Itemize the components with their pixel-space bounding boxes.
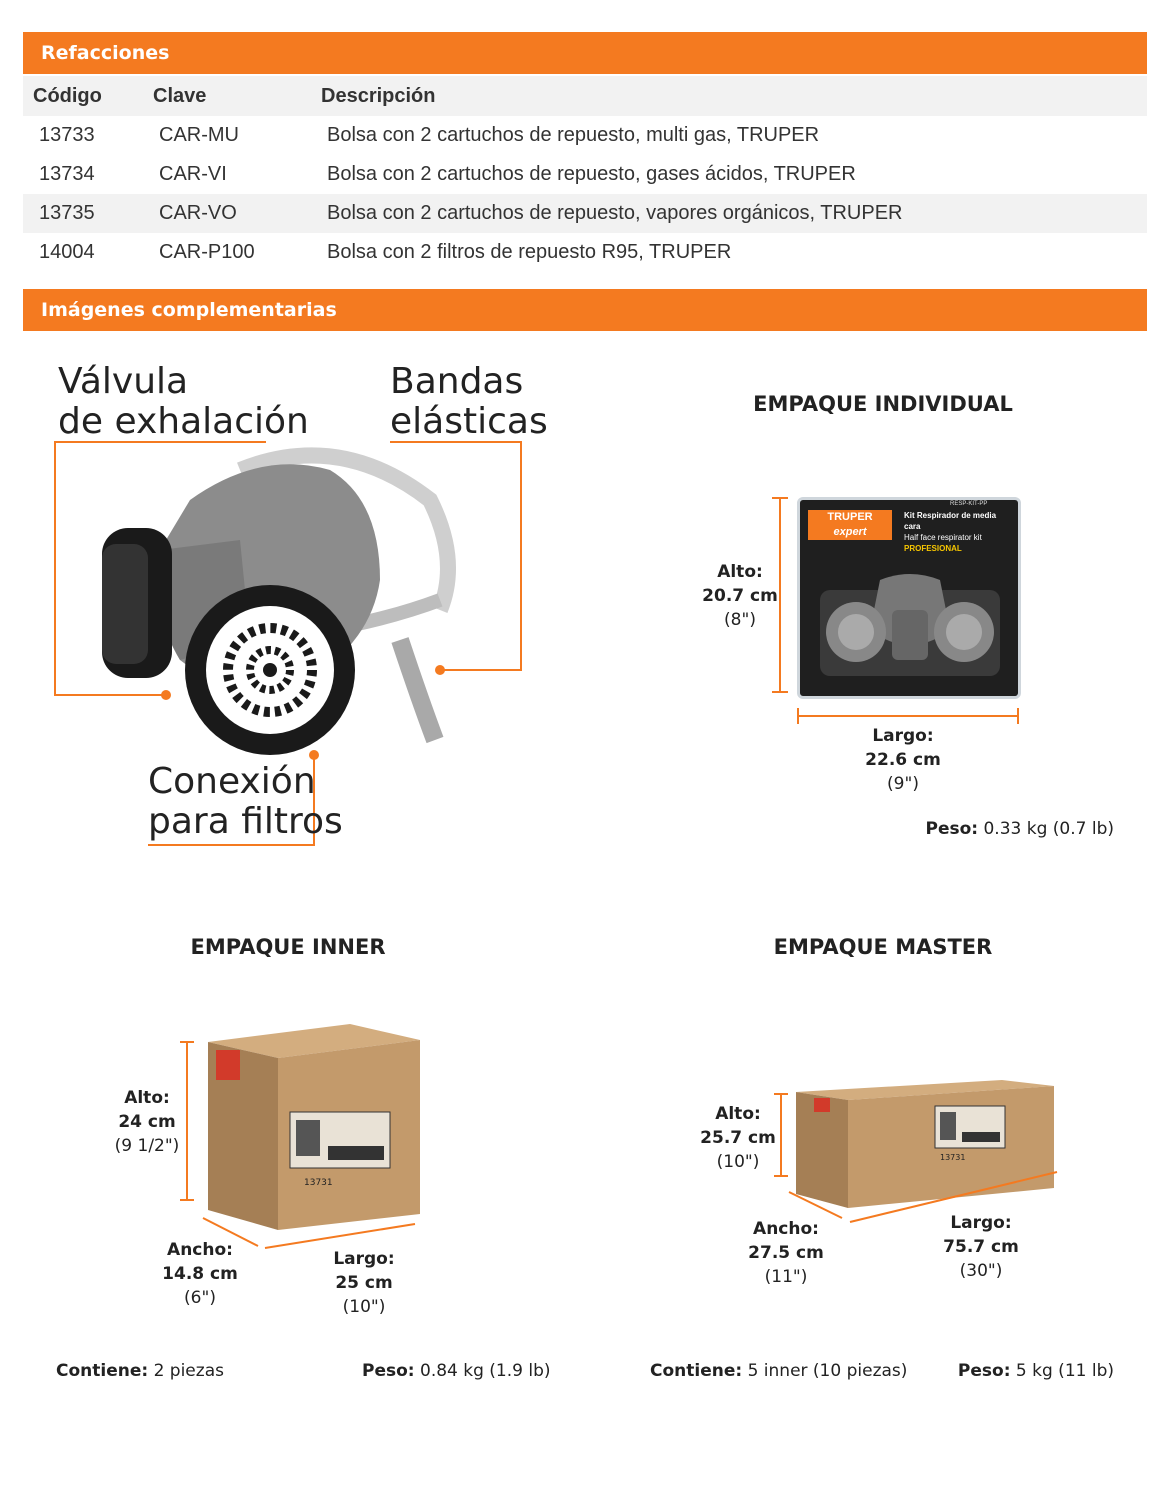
contiene-value: 2 piezas <box>153 1361 224 1381</box>
dim-metric: 14.8 cm <box>162 1264 238 1284</box>
dim-imperial: (10") <box>716 1152 760 1172</box>
cell-clave: CAR-VO <box>143 194 311 233</box>
peso-value: 5 kg (11 lb) <box>1015 1361 1114 1381</box>
dim-label: Largo: <box>872 726 934 746</box>
callout-text: Conexión <box>148 761 316 802</box>
cell-descripcion: Bolsa con 2 cartuchos de repuesto, gases ácidos, TRUPER <box>327 163 856 185</box>
cell-descripcion: Bolsa con 2 filtros de repuesto R95, TRUPER <box>327 241 732 263</box>
callout-text: para filtros <box>148 801 343 842</box>
dim-metric: 75.7 cm <box>943 1237 1019 1257</box>
dim-metric: 27.5 cm <box>748 1243 824 1263</box>
master-alto-label <box>688 1102 788 1174</box>
individual-peso <box>925 819 1114 839</box>
cell-descripcion: Bolsa con 2 cartuchos de repuesto, vapores orgánicos, TRUPER <box>311 194 1147 233</box>
dim-label: Ancho: <box>167 1240 233 1260</box>
dim-label: Alto: <box>715 1104 761 1124</box>
kit-profesional: PROFESIONAL <box>904 544 962 553</box>
section-title: Imágenes complementarias <box>41 299 337 321</box>
dim-metric: 25.7 cm <box>700 1128 776 1148</box>
callout-text: elásticas <box>390 401 548 442</box>
kit-title: Kit Respirador de media cara <box>904 511 997 531</box>
peso-value: 0.84 kg (1.9 lb) <box>420 1361 551 1381</box>
column-header-codigo: Código <box>23 76 143 116</box>
cell-clave: CAR-P100 <box>159 241 255 263</box>
individual-largo-label <box>853 724 953 796</box>
dim-metric: 22.6 cm <box>865 750 941 770</box>
dim-imperial: (9 1/2") <box>114 1136 180 1156</box>
brand-sub-text: expert <box>833 526 867 538</box>
peso-label: Peso: <box>925 819 979 839</box>
callout-text: Válvula <box>58 361 189 402</box>
inner-contiene <box>56 1361 224 1381</box>
column-header-clave: Clave <box>143 76 311 116</box>
master-peso <box>958 1361 1114 1381</box>
dim-imperial: (6") <box>184 1288 216 1308</box>
callout-text: de exhalación <box>58 401 309 442</box>
dim-imperial: (10") <box>342 1297 386 1317</box>
individual-title: EMPAQUE INDIVIDUAL <box>753 392 1013 416</box>
contiene-label: Contiene: <box>650 1361 743 1381</box>
contiene-label: Contiene: <box>56 1361 149 1381</box>
box-code: 13731 <box>304 1178 333 1188</box>
cell-codigo: 13735 <box>23 194 143 233</box>
dim-metric: 25 cm <box>335 1273 393 1293</box>
inner-peso <box>362 1361 551 1381</box>
dimension-line-ancho <box>789 1192 842 1218</box>
dim-imperial: (8") <box>724 610 756 630</box>
package-code: RESP-KIT-PP <box>950 501 988 507</box>
brand-text: TRUPER <box>827 511 873 523</box>
dim-metric: 24 cm <box>118 1112 176 1132</box>
callout-text: Bandas <box>390 361 524 402</box>
dim-label: Largo: <box>333 1249 395 1269</box>
cell-clave: CAR-MU <box>159 124 239 146</box>
dim-imperial: (30") <box>959 1261 1003 1281</box>
cell-codigo: 13733 <box>39 124 95 146</box>
master-ancho-label <box>736 1217 836 1289</box>
peso-value: 0.33 kg (0.7 lb) <box>983 819 1114 839</box>
box-code: 13731 <box>940 1153 966 1162</box>
peso-label: Peso: <box>362 1361 415 1381</box>
dim-imperial: (9") <box>887 774 919 794</box>
master-contiene <box>650 1361 907 1381</box>
inner-title: EMPAQUE INNER <box>190 935 386 959</box>
dim-metric: 20.7 cm <box>702 586 778 606</box>
cell-codigo: 13734 <box>39 163 95 185</box>
master-title: EMPAQUE MASTER <box>773 935 993 959</box>
cell-codigo: 14004 <box>39 241 95 263</box>
dim-label: Alto: <box>124 1088 170 1108</box>
dim-label: Alto: <box>717 562 763 582</box>
contiene-value: 5 inner (10 piezas) <box>747 1361 908 1381</box>
kit-subtitle: Half face respirator kit <box>904 533 982 542</box>
dim-label: Ancho: <box>753 1219 819 1239</box>
cell-descripcion: Bolsa con 2 cartuchos de repuesto, multi gas, TRUPER <box>327 124 820 146</box>
cell-clave: CAR-VI <box>159 163 227 185</box>
peso-label: Peso: <box>957 1361 1011 1381</box>
individual-alto-label <box>690 560 790 632</box>
section-title: Refacciones <box>41 42 170 64</box>
dim-imperial: (11") <box>764 1267 808 1287</box>
master-largo-label <box>931 1211 1031 1283</box>
dim-label: Largo: <box>950 1213 1012 1233</box>
column-header-descripcion: Descripción <box>311 76 1147 116</box>
